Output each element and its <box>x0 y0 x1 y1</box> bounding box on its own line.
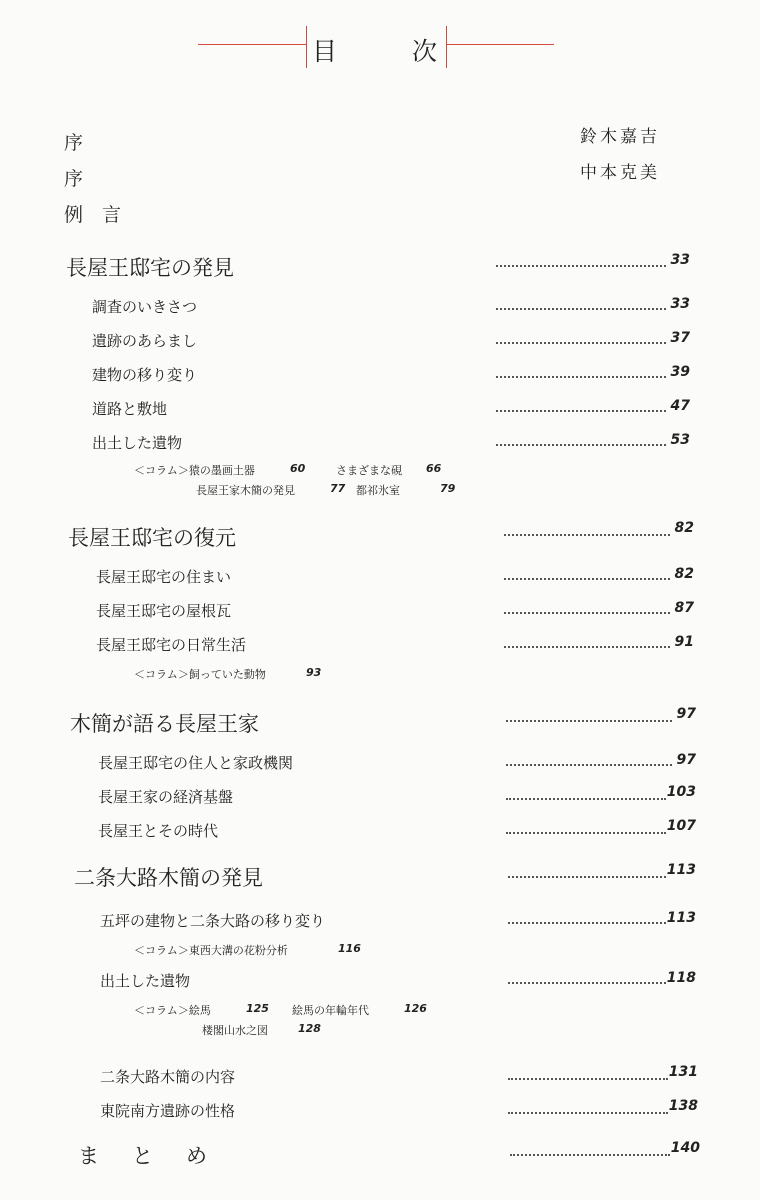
page-number: 53 <box>670 432 690 448</box>
toc-title-char-2: 次 <box>412 37 438 66</box>
page-number: 82 <box>674 520 694 536</box>
chapter-title: 二条大路木簡の発見 <box>74 866 263 890</box>
section-title: 長屋王とその時代 <box>98 822 219 840</box>
page-number: 97 <box>676 706 696 722</box>
section-title: 調査のいきさつ <box>92 298 198 316</box>
section-title: 長屋王邸宅の屋根瓦 <box>96 602 232 620</box>
column-page: 77 <box>330 482 346 495</box>
page-number: 107 <box>666 818 696 834</box>
column-entry: 都祁氷室 <box>356 484 400 497</box>
column-entry: ＜コラム＞絵馬 <box>134 1004 211 1017</box>
column-entry: 長屋王家木簡の発見 <box>196 484 295 497</box>
section-title: 遺跡のあらまし <box>92 332 198 350</box>
chapter-title: 木簡が語る長屋王家 <box>70 712 259 736</box>
page-number: 87 <box>674 600 694 616</box>
column-entry: 絵馬の年輪年代 <box>292 1004 369 1017</box>
chapter-title: ま と め <box>78 1144 213 1168</box>
page-number: 113 <box>666 910 696 926</box>
page-number: 97 <box>676 752 696 768</box>
page-number: 47 <box>670 398 690 414</box>
chapter-title: 長屋王邸宅の発見 <box>66 256 234 280</box>
page-number: 131 <box>668 1064 698 1080</box>
section-title: 建物の移り変り <box>92 366 198 384</box>
title-tick-left <box>306 26 307 68</box>
page-number: 113 <box>666 862 696 878</box>
page-number: 91 <box>674 634 694 650</box>
column-entry: ＜コラム＞東西大溝の花粉分析 <box>134 944 288 957</box>
section-title: 五坪の建物と二条大路の移り変り <box>100 912 326 930</box>
prelim-label-2: 序 <box>64 168 84 190</box>
page-number: 138 <box>668 1098 698 1114</box>
column-entry: 楼閣山水之図 <box>202 1024 268 1037</box>
title-rule-right <box>446 44 554 45</box>
title-rule-left <box>198 44 306 45</box>
section-title: 長屋王邸宅の日常生活 <box>96 636 247 654</box>
prelim-label-3: 例 言 <box>64 204 122 226</box>
toc-title-char-1: 目 <box>312 37 338 66</box>
section-title: 長屋王家の経済基盤 <box>98 788 234 806</box>
column-page: 66 <box>426 462 442 475</box>
section-title: 道路と敷地 <box>92 400 168 418</box>
section-title: 二条大路木簡の内容 <box>100 1068 236 1086</box>
section-title: 長屋王邸宅の住人と家政機関 <box>98 754 294 772</box>
column-page: 79 <box>440 482 456 495</box>
prelim-label-1: 序 <box>64 132 84 154</box>
prelim-author-1: 鈴木嘉吉 <box>580 127 660 147</box>
section-title: 長屋王邸宅の住まい <box>96 568 232 586</box>
section-title: 出土した遺物 <box>92 434 183 452</box>
page-number: 33 <box>670 296 690 312</box>
title-tick-right <box>446 26 447 68</box>
page-number: 39 <box>670 364 690 380</box>
column-entry: ＜コラム＞飼っていた動物 <box>134 668 266 681</box>
column-page: 125 <box>246 1002 269 1015</box>
page-number: 82 <box>674 566 694 582</box>
page-number: 118 <box>666 970 696 986</box>
column-entry: さまざまな硯 <box>336 464 402 477</box>
page-number: 103 <box>666 784 696 800</box>
section-title: 東院南方遺跡の性格 <box>100 1102 236 1120</box>
column-entry: ＜コラム＞猿の墨画土器 <box>134 464 255 477</box>
column-page: 126 <box>404 1002 427 1015</box>
section-title: 出土した遺物 <box>100 972 191 990</box>
chapter-title: 長屋王邸宅の復元 <box>68 526 236 550</box>
page-number: 33 <box>670 252 690 268</box>
page-number: 37 <box>670 330 690 346</box>
page-number: 140 <box>670 1140 700 1156</box>
column-page: 60 <box>290 462 306 475</box>
column-page: 93 <box>306 666 322 679</box>
prelim-author-2: 中本克美 <box>580 163 660 183</box>
column-page: 116 <box>338 942 361 955</box>
column-page: 128 <box>298 1022 321 1035</box>
